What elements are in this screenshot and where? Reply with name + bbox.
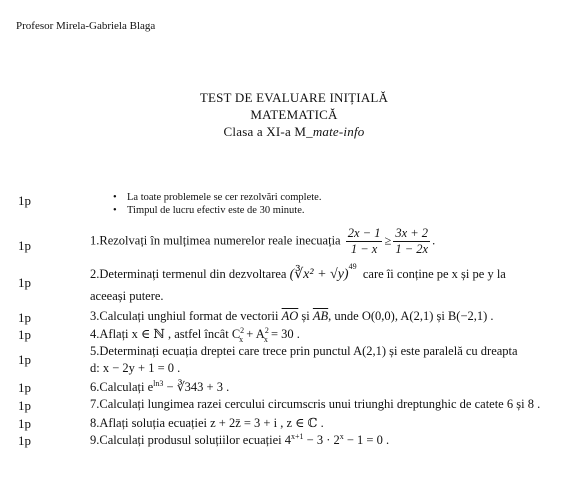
subject-title: MATEMATICĂ bbox=[250, 107, 338, 122]
instruction-item: • Timpul de lucru efectiv este de 30 minute. bbox=[113, 205, 305, 216]
points-problem-6: 1p bbox=[18, 380, 31, 395]
problem-7: 7.Calculați lungimea razei cercului circumscris unui triunghi dreptunghic de catete 6 și 8 . bbox=[90, 397, 541, 411]
test-title: TEST DE EVALUARE INIȚIALĂ bbox=[199, 90, 389, 105]
points-problem-9: 1p bbox=[18, 433, 31, 448]
class-title bbox=[0, 124, 588, 140]
fraction-right: $\frac{3x + 2}{1 - 2x}$ bbox=[395, 226, 429, 256]
points-problem-4: 1p bbox=[18, 327, 31, 342]
problem-4: 4.Aflați x ∈ ℕ , astfel încât $C^2_x + A^2_x = 30$ . bbox=[90, 326, 300, 344]
problem-6: 6.Calculați $e^{ln3}$ − ∛343 + 3 . bbox=[90, 379, 230, 395]
problem-8: 8.Aflați soluția ecuației z + 2z̄ = 3 + i , z ∈ ℂ . bbox=[90, 416, 324, 430]
problem-5: 5.Determinați ecuația dreptei care trece prin punctul A(2,1) și este paralelă cu dreapta bbox=[90, 344, 518, 358]
points-instructions: 1p bbox=[18, 193, 31, 208]
points-problem-1: 1p bbox=[18, 238, 31, 253]
problem-2-continued: aceeași putere. bbox=[90, 289, 164, 303]
points-problem-2: 1p bbox=[18, 275, 31, 290]
problem-1: 1.Rezolvați în mulțimea numerelor reale inecuația $\frac{2x - 1}{1 - x}$ ≥ $\frac{3x + 2}{1 - 2x}$ . bbox=[90, 226, 436, 256]
author-name: Profesor Mirela-Gabriela Blaga bbox=[16, 20, 156, 32]
fraction-left: $\frac{2x - 1}{1 - x}$ bbox=[347, 226, 381, 256]
class-profile: mate-info bbox=[312, 124, 365, 139]
points-problem-7: 1p bbox=[18, 398, 31, 413]
problem-2: 2.Determinați termenul din dezvoltarea (∛x² + √y)$^{49}$ care îi conține pe x și pe y la bbox=[90, 262, 506, 283]
points-problem-8: 1p bbox=[18, 416, 31, 431]
problem-9: 9.Calculați produsul soluțiilor ecuației $4^{x+1} - 3 \cdot 2^x - 1 = 0$ . bbox=[90, 432, 390, 448]
problem-3: 3.Calculați unghiul format de vectorii $\overline{AO}$ și $\overline{AB}$, unde O(0,0), A(2,1) și B(−2,1) . bbox=[90, 309, 494, 323]
instruction-item: • La toate problemele se cer rezolvări complete. bbox=[113, 192, 322, 203]
class-prefix: Clasa a XI-a M_ bbox=[223, 124, 313, 139]
points-problem-3: 1p bbox=[18, 310, 31, 325]
problem-5-continued: d: x − 2y + 1 = 0 . bbox=[90, 361, 181, 375]
points-problem-5: 1p bbox=[18, 352, 31, 367]
